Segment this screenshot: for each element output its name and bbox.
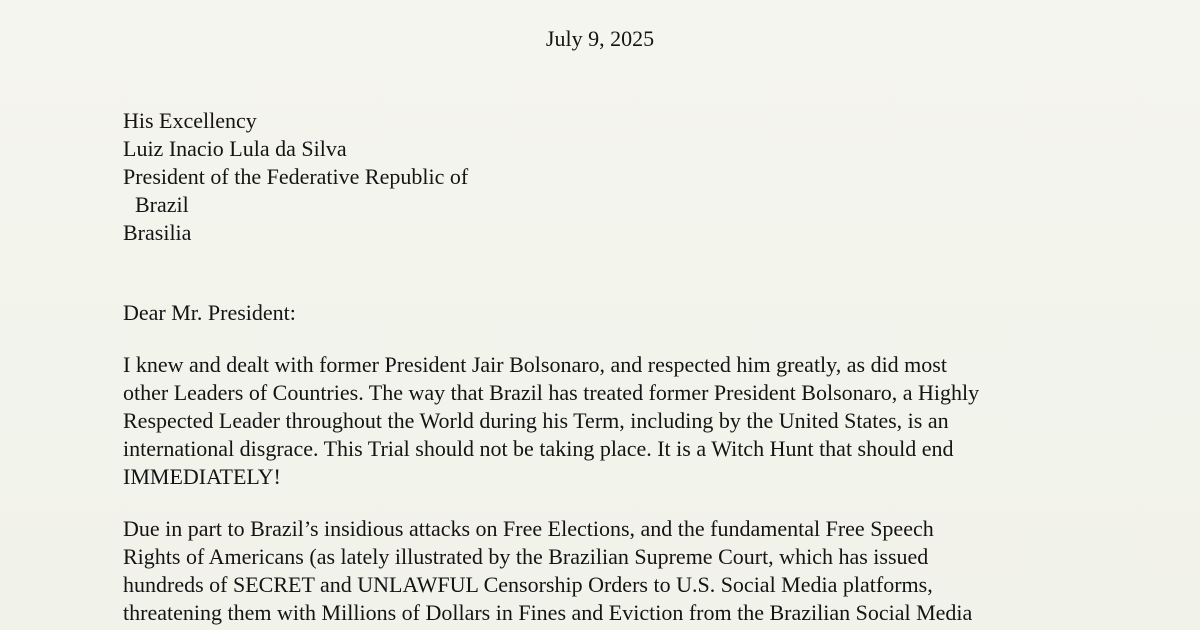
paragraph-line: I knew and dealt with former President Jair Bolsonaro, and respected him greatly, as did most	[123, 352, 947, 377]
paragraph-line: hundreds of SECRET and UNLAWFUL Censorship Orders to U.S. Social Media platforms,	[123, 572, 933, 597]
recipient-line: Brasilia	[123, 220, 192, 245]
recipient-line: Brazil	[135, 192, 189, 217]
paragraph-line: Due in part to Brazil’s insidious attacks on Free Elections, and the fundamental Free Speech	[123, 516, 934, 541]
paragraph-line: IMMEDIATELY!	[123, 464, 281, 489]
paragraph-line: Respected Leader throughout the World during his Term, including by the United States, is an	[123, 408, 949, 433]
recipient-line: Luiz Inacio Lula da Silva	[123, 136, 347, 161]
recipient-line: His Excellency	[123, 108, 257, 133]
body-paragraph-2	[123, 515, 972, 627]
paragraph-line: international disgrace. This Trial should not be taking place. It is a Witch Hunt that should end	[123, 436, 954, 461]
letter-date: July 9, 2025	[545, 26, 655, 51]
recipient-line: President of the Federative Republic of	[123, 164, 469, 189]
salutation: Dear Mr. President:	[123, 300, 296, 325]
body-paragraph-1	[123, 351, 979, 491]
paragraph-line: Rights of Americans (as lately illustrated by the Brazilian Supreme Court, which has issued	[123, 544, 929, 569]
paragraph-line: other Leaders of Countries. The way that Brazil has treated former President Bolsonaro, a Highly	[123, 380, 980, 405]
paragraph-line: threatening them with Millions of Dollars in Fines and Eviction from the Brazilian Social Media	[123, 600, 973, 625]
recipient-address	[123, 107, 468, 247]
